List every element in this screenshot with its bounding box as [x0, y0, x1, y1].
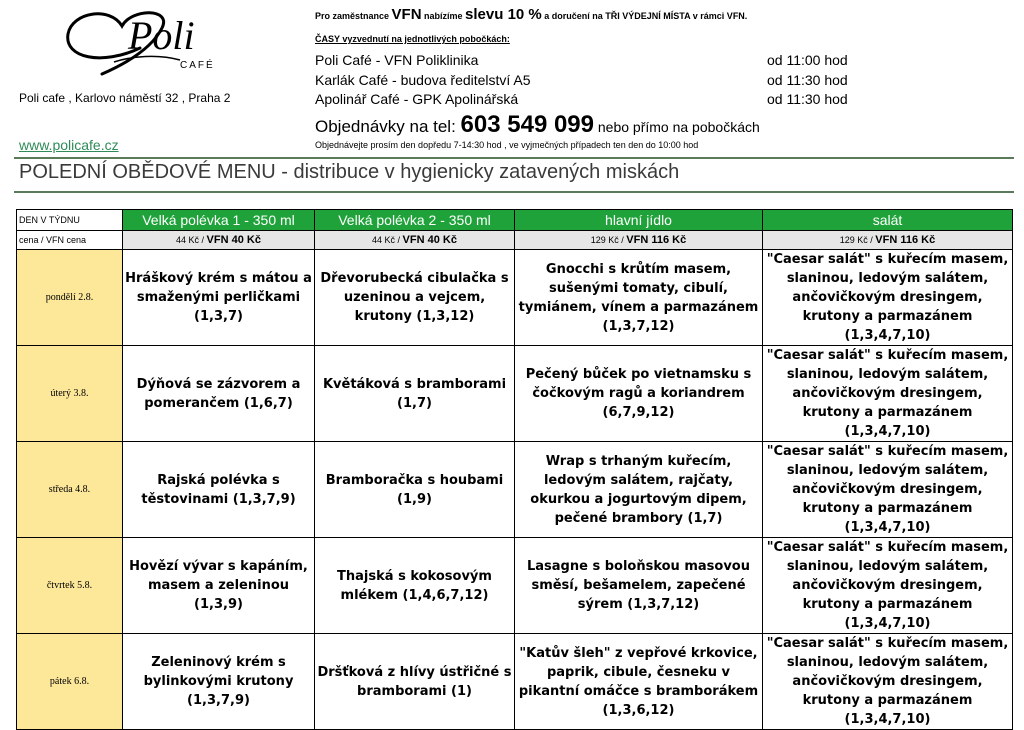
orders-suffix: nebo přímo na pobočkách [594, 119, 760, 135]
day-cell: pondělí 2.8. [17, 250, 123, 346]
divider [14, 157, 1014, 159]
soup1-cell: Dýňová se zázvorem a pomerančem (1,6,7) [123, 346, 315, 442]
main-dish-cell: Pečený bůček po vietnamsku s čočkovým ragů a koriandrem (6,7,9,12) [515, 346, 763, 442]
soup2-cell: Květáková s bramborami (1,7) [315, 346, 515, 442]
column-header-day: DEN V TÝDNU [17, 210, 123, 231]
price-regular: 44 Kč / [372, 235, 403, 245]
price-vfn: VFN 116 Kč [875, 234, 936, 246]
day-cell: středa 4.8. [17, 442, 123, 538]
table-header-row [17, 210, 1013, 231]
price-regular: 129 Kč / [839, 235, 876, 245]
weekly-menu-table [16, 209, 1013, 730]
soup1-cell: Hráškový krém s mátou a smaženými perličkami (1,3,7) [123, 250, 315, 346]
soup1-cell: Hovězí vývar s kapáním, masem a zeleninou (1,3,9) [123, 538, 315, 634]
phone-number[interactable]: 603 549 099 [460, 111, 594, 138]
menu-title: POLEDNÍ OBĚDOVÉ MENU - distribuce v hygienicky zatavených miskách [19, 161, 680, 183]
location-name: Apolinář Café - GPK Apolinářská [315, 91, 519, 107]
location-name: Karlák Café - budova ředitelství A5 [315, 72, 531, 88]
day-cell: pátek 6.8. [17, 634, 123, 730]
promo-text-1: Pro zaměstnance [315, 11, 392, 21]
logo-subtitle: CAFÉ [180, 60, 215, 71]
soup2-cell: Dršťková z hlívy ústřičné s bramborami (1) [315, 634, 515, 730]
promo-text-2: nabízíme [421, 11, 466, 21]
logo-wordmark: Poli [128, 13, 195, 58]
price-vfn: VFN 116 Kč [626, 234, 687, 246]
soup2-cell: Dřevorubecká cibulačka s uzeninou a vejcem, krutony (1,3,12) [315, 250, 515, 346]
website-link[interactable]: www.policafe.cz [19, 137, 119, 153]
column-header-main: hlavní jídlo [515, 210, 763, 231]
day-cell: úterý 3.8. [17, 346, 123, 442]
price-cell [515, 231, 763, 250]
promo-discount: slevu 10 % [465, 6, 542, 23]
pickup-times-label: ČASY vyzvednutí na jednotlivých pobočkách: [315, 34, 510, 44]
table-row [17, 346, 1013, 442]
salad-cell: "Caesar salát" s kuřecím masem, slaninou, ledovým salátem, ančovičkovým dresingem, krutony a parmazánem (1,3,4,7,10) [763, 346, 1013, 442]
salad-cell: "Caesar salát" s kuřecím masem, slaninou, ledovým salátem, ančovičkovým dresingem, krutony a parmazánem (1,3,4,7,10) [763, 250, 1013, 346]
soup1-cell: Zeleninový krém s bylinkovými krutony (1,3,7,9) [123, 634, 315, 730]
employee-discount-notice [315, 6, 747, 23]
day-cell: čtvrtek 5.8. [17, 538, 123, 634]
main-dish-cell: "Katův šleh" z vepřové krkovice, paprik, cibule, česneku v pikantní omáčce s bramborákem (1,3,6,12) [515, 634, 763, 730]
soup2-cell: Thajská s kokosovým mlékem (1,4,6,7,12) [315, 538, 515, 634]
salad-cell: "Caesar salát" s kuřecím masem, slaninou, ledovým salátem, ančovičkovým dresingem, krutony a parmazánem (1,3,4,7,10) [763, 538, 1013, 634]
price-vfn: VFN 40 Kč [206, 234, 261, 246]
price-row [17, 231, 1013, 250]
price-cell [763, 231, 1013, 250]
price-cell [123, 231, 315, 250]
promo-text-3: a doručení na TŘI VÝDEJNÍ MÍSTA v rámci VFN. [541, 11, 748, 21]
poli-cafe-logo [62, 4, 232, 78]
soup1-cell: Rajská polévka s těstovinami (1,3,7,9) [123, 442, 315, 538]
table-row [17, 442, 1013, 538]
location-time: od 11:00 hod [767, 52, 848, 68]
price-label: cena / VFN cena [17, 231, 123, 250]
price-cell [315, 231, 515, 250]
main-dish-cell: Lasagne s boloňskou masovou směsí, bešamelem, zapečené sýrem (1,3,7,12) [515, 538, 763, 634]
main-dish-cell: Gnocchi s krůtím masem, sušenými tomaty, cibulí, tymiánem, vínem a parmazánem (1,3,7,12) [515, 250, 763, 346]
price-vfn: VFN 40 Kč [402, 234, 457, 246]
promo-vfn: VFN [391, 6, 422, 23]
orders-prefix: Objednávky na tel: [315, 117, 461, 136]
orders-note: Objednávejte prosím den dopředu 7-14:30 hod , ve vyjmečných případech ten den do 10:00 hod [315, 140, 699, 150]
price-regular: 44 Kč / [176, 235, 207, 245]
column-header-soup2: Velká polévka 2 - 350 ml [315, 210, 515, 231]
column-header-soup1: Velká polévka 1 - 350 ml [123, 210, 315, 231]
location-time: od 11:30 hod [767, 72, 848, 88]
location-time: od 11:30 hod [767, 91, 848, 107]
cafe-address: Poli cafe , Karlovo náměstí 32 , Praha 2 [19, 91, 231, 105]
main-dish-cell: Wrap s trhaným kuřecím, ledovým salátem, rajčaty, okurkou a jogurtovým dipem, pečené brambory (1,7) [515, 442, 763, 538]
column-header-salad: salát [763, 210, 1013, 231]
divider [14, 191, 1014, 193]
table-row [17, 634, 1013, 730]
salad-cell: "Caesar salát" s kuřecím masem, slaninou, ledovým salátem, ančovičkovým dresingem, krutony a parmazánem (1,3,4,7,10) [763, 442, 1013, 538]
table-row [17, 538, 1013, 634]
table-row [17, 250, 1013, 346]
price-regular: 129 Kč / [590, 235, 627, 245]
salad-cell: "Caesar salát" s kuřecím masem, slaninou, ledovým salátem, ančovičkovým dresingem, krutony a parmazánem (1,3,4,7,10) [763, 634, 1013, 730]
soup2-cell: Bramboračka s houbami (1,9) [315, 442, 515, 538]
location-name: Poli Café - VFN Poliklinika [315, 52, 479, 68]
orders-phone-line [315, 111, 760, 139]
